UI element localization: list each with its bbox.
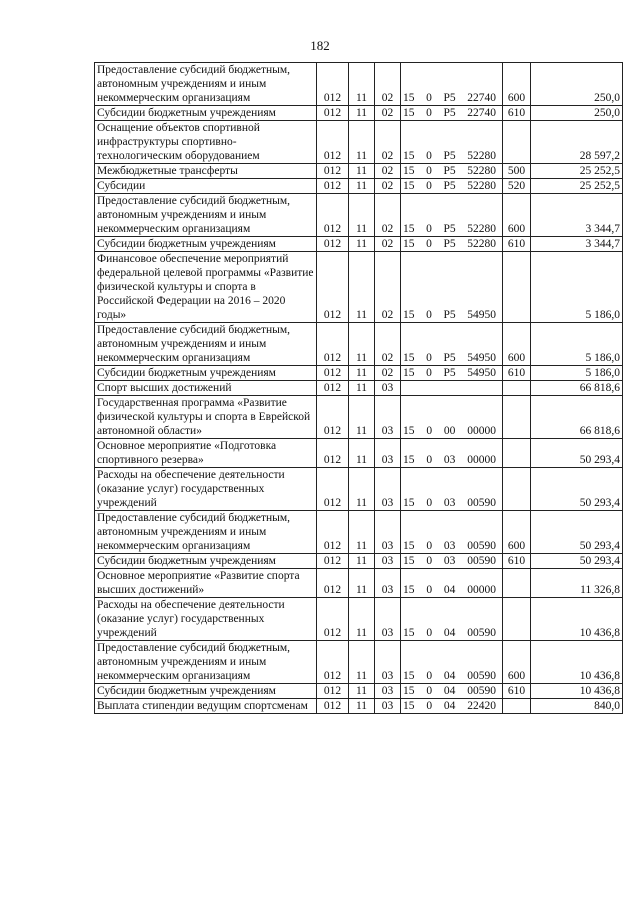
code-activity: P5 xyxy=(443,150,456,162)
row-pr: 03 xyxy=(375,468,401,511)
code-activity: 00 xyxy=(443,425,456,437)
row-pr: 02 xyxy=(375,252,401,323)
code-direction: 52280 xyxy=(467,165,496,177)
row-vr: 610 xyxy=(503,366,531,381)
row-sum: 5 186,0 xyxy=(531,252,623,323)
row-sum: 250,0 xyxy=(531,106,623,121)
code-program: 15 xyxy=(403,700,415,712)
row-vr xyxy=(503,468,531,511)
code-activity: P5 xyxy=(443,309,456,321)
row-pr: 03 xyxy=(375,569,401,598)
code-direction: 00000 xyxy=(467,584,496,596)
code-activity: 03 xyxy=(443,540,456,552)
code-direction: 52280 xyxy=(467,223,496,235)
row-vr: 610 xyxy=(503,684,531,699)
row-target-code xyxy=(401,554,503,569)
code-direction: 54950 xyxy=(467,367,496,379)
row-rz: 11 xyxy=(349,554,375,569)
row-target-code xyxy=(401,194,503,237)
row-sum: 840,0 xyxy=(531,699,623,714)
table-row xyxy=(95,121,623,164)
table-row xyxy=(95,569,623,598)
row-gr: 012 xyxy=(317,323,349,366)
row-sum: 66 818,6 xyxy=(531,396,623,439)
row-name: Оснащение объектов спортивной инфраструктуры спортивно-технологическим оборудованием xyxy=(95,121,317,164)
code-direction: 00590 xyxy=(467,685,496,697)
code-subprogram: 0 xyxy=(426,180,432,192)
code-direction: 54950 xyxy=(467,352,496,364)
row-sum: 250,0 xyxy=(531,63,623,106)
row-name: Основное мероприятие «Развитие спорта высших достижений» xyxy=(95,569,317,598)
code-program: 15 xyxy=(403,309,415,321)
row-pr: 03 xyxy=(375,439,401,468)
row-sum: 3 344,7 xyxy=(531,237,623,252)
row-name: Предоставление субсидий бюджетным, автономным учреждениям и иным некоммерческим организациям xyxy=(95,194,317,237)
row-target-code xyxy=(401,179,503,194)
row-sum: 50 293,4 xyxy=(531,511,623,554)
row-gr: 012 xyxy=(317,511,349,554)
code-program: 15 xyxy=(403,238,415,250)
code-subprogram: 0 xyxy=(426,367,432,379)
row-pr: 02 xyxy=(375,194,401,237)
row-name: Субсидии бюджетным учреждениям xyxy=(95,366,317,381)
row-name: Расходы на обеспечение деятельности (оказание услуг) государственных учреждений xyxy=(95,598,317,641)
row-rz: 11 xyxy=(349,164,375,179)
row-pr: 03 xyxy=(375,381,401,396)
table-row xyxy=(95,237,623,252)
row-rz: 11 xyxy=(349,468,375,511)
code-subprogram: 0 xyxy=(426,454,433,466)
row-target-code xyxy=(401,381,503,396)
row-target-code xyxy=(401,106,503,121)
row-gr: 012 xyxy=(317,164,349,179)
code-subprogram: 0 xyxy=(426,685,433,697)
row-name: Субсидии xyxy=(95,179,317,194)
code-subprogram: 0 xyxy=(426,238,432,250)
row-name: Государственная программа «Развитие физической культуры и спорта в Еврейской автономной области» xyxy=(95,396,317,439)
code-direction: 00000 xyxy=(467,454,496,466)
row-vr: 610 xyxy=(503,106,531,121)
row-rz: 11 xyxy=(349,121,375,164)
row-target-code xyxy=(401,684,503,699)
row-rz: 11 xyxy=(349,63,375,106)
code-program: 15 xyxy=(403,165,415,177)
row-gr: 012 xyxy=(317,684,349,699)
row-rz: 11 xyxy=(349,684,375,699)
row-vr xyxy=(503,396,531,439)
row-target-code xyxy=(401,121,503,164)
table-row xyxy=(95,194,623,237)
code-direction: 52280 xyxy=(467,238,496,250)
row-target-code xyxy=(401,511,503,554)
code-activity: 03 xyxy=(443,497,456,509)
row-vr: 520 xyxy=(503,179,531,194)
table-row xyxy=(95,641,623,684)
row-name: Выплата стипендии ведущим спортсменам xyxy=(95,699,317,714)
row-target-code xyxy=(401,237,503,252)
row-name: Субсидии бюджетным учреждениям xyxy=(95,554,317,569)
row-gr: 012 xyxy=(317,569,349,598)
code-program: 15 xyxy=(403,497,415,509)
table-row xyxy=(95,323,623,366)
row-vr xyxy=(503,252,531,323)
code-direction: 00590 xyxy=(467,540,496,552)
row-pr: 03 xyxy=(375,396,401,439)
row-pr: 02 xyxy=(375,106,401,121)
row-rz: 11 xyxy=(349,598,375,641)
row-vr xyxy=(503,598,531,641)
code-program: 15 xyxy=(403,540,415,552)
row-sum: 50 293,4 xyxy=(531,439,623,468)
row-pr: 02 xyxy=(375,121,401,164)
row-pr: 03 xyxy=(375,554,401,569)
table-row xyxy=(95,699,623,714)
row-sum: 11 326,8 xyxy=(531,569,623,598)
row-gr: 012 xyxy=(317,366,349,381)
row-sum: 10 436,8 xyxy=(531,598,623,641)
code-subprogram: 0 xyxy=(426,627,433,639)
table-row xyxy=(95,366,623,381)
row-vr: 600 xyxy=(503,63,531,106)
row-sum: 3 344,7 xyxy=(531,194,623,237)
code-program: 15 xyxy=(403,584,415,596)
row-rz: 11 xyxy=(349,569,375,598)
code-subprogram: 0 xyxy=(426,670,433,682)
row-pr: 03 xyxy=(375,699,401,714)
row-name: Предоставление субсидий бюджетным, автономным учреждениям и иным некоммерческим организациям xyxy=(95,511,317,554)
row-gr: 012 xyxy=(317,439,349,468)
row-pr: 02 xyxy=(375,237,401,252)
row-vr: 500 xyxy=(503,164,531,179)
code-activity: 04 xyxy=(443,700,456,712)
row-gr: 012 xyxy=(317,641,349,684)
table-row xyxy=(95,396,623,439)
row-sum: 25 252,5 xyxy=(531,164,623,179)
row-vr xyxy=(503,121,531,164)
table-row xyxy=(95,252,623,323)
code-direction: 22740 xyxy=(467,92,496,104)
row-pr: 03 xyxy=(375,641,401,684)
row-target-code xyxy=(401,396,503,439)
row-vr: 600 xyxy=(503,511,531,554)
row-name: Субсидии бюджетным учреждениям xyxy=(95,237,317,252)
row-vr xyxy=(503,699,531,714)
code-subprogram: 0 xyxy=(426,150,432,162)
table-row xyxy=(95,511,623,554)
code-activity: 04 xyxy=(443,685,456,697)
row-gr: 012 xyxy=(317,699,349,714)
row-pr: 03 xyxy=(375,684,401,699)
code-activity: 03 xyxy=(443,555,456,567)
row-pr: 02 xyxy=(375,366,401,381)
row-pr: 02 xyxy=(375,63,401,106)
row-target-code xyxy=(401,699,503,714)
code-subprogram: 0 xyxy=(426,425,433,437)
table-row xyxy=(95,106,623,121)
table-row xyxy=(95,684,623,699)
row-sum: 5 186,0 xyxy=(531,366,623,381)
code-subprogram: 0 xyxy=(426,584,433,596)
row-rz: 11 xyxy=(349,179,375,194)
code-direction: 52280 xyxy=(467,180,496,192)
row-sum: 50 293,4 xyxy=(531,554,623,569)
code-activity: 04 xyxy=(443,584,456,596)
row-pr: 03 xyxy=(375,511,401,554)
row-gr: 012 xyxy=(317,237,349,252)
row-name: Предоставление субсидий бюджетным, автономным учреждениям и иным некоммерческим организациям xyxy=(95,323,317,366)
code-activity: P5 xyxy=(443,92,456,104)
code-activity: P5 xyxy=(443,352,456,364)
row-rz: 11 xyxy=(349,366,375,381)
code-program: 15 xyxy=(403,454,415,466)
code-activity: P5 xyxy=(443,107,456,119)
row-sum: 50 293,4 xyxy=(531,468,623,511)
code-program: 15 xyxy=(403,107,415,119)
row-target-code xyxy=(401,641,503,684)
row-gr: 012 xyxy=(317,121,349,164)
row-gr: 012 xyxy=(317,179,349,194)
code-subprogram: 0 xyxy=(426,497,433,509)
code-activity: P5 xyxy=(443,180,456,192)
row-rz: 11 xyxy=(349,106,375,121)
row-vr xyxy=(503,569,531,598)
code-direction: 52280 xyxy=(467,150,496,162)
row-name: Субсидии бюджетным учреждениям xyxy=(95,684,317,699)
code-program: 15 xyxy=(403,555,415,567)
row-target-code xyxy=(401,252,503,323)
row-rz: 11 xyxy=(349,252,375,323)
table-row xyxy=(95,63,623,106)
row-rz: 11 xyxy=(349,641,375,684)
table-row xyxy=(95,179,623,194)
code-program: 15 xyxy=(403,223,415,235)
code-activity: P5 xyxy=(443,367,456,379)
row-name: Предоставление субсидий бюджетным, автономным учреждениям и иным некоммерческим организациям xyxy=(95,641,317,684)
code-subprogram: 0 xyxy=(426,555,433,567)
row-rz: 11 xyxy=(349,511,375,554)
budget-table xyxy=(94,62,623,714)
row-rz: 11 xyxy=(349,194,375,237)
code-direction: 00590 xyxy=(467,627,496,639)
row-target-code xyxy=(401,439,503,468)
row-target-code xyxy=(401,598,503,641)
page-number: 182 xyxy=(310,38,330,53)
row-gr: 012 xyxy=(317,468,349,511)
code-subprogram: 0 xyxy=(426,309,432,321)
table-row xyxy=(95,598,623,641)
table-row xyxy=(95,468,623,511)
table-row xyxy=(95,164,623,179)
table-row xyxy=(95,554,623,569)
row-target-code xyxy=(401,164,503,179)
code-program: 15 xyxy=(403,92,415,104)
code-subprogram: 0 xyxy=(426,352,432,364)
code-direction: 22420 xyxy=(467,700,496,712)
row-vr xyxy=(503,381,531,396)
row-name: Расходы на обеспечение деятельности (оказание услуг) государственных учреждений xyxy=(95,468,317,511)
row-vr: 610 xyxy=(503,554,531,569)
code-direction: 00590 xyxy=(467,497,496,509)
row-gr: 012 xyxy=(317,194,349,237)
code-direction: 54950 xyxy=(467,309,496,321)
row-name: Субсидии бюджетным учреждениям xyxy=(95,106,317,121)
code-activity: 04 xyxy=(443,627,456,639)
code-activity: P5 xyxy=(443,223,456,235)
code-program: 15 xyxy=(403,367,415,379)
code-program: 15 xyxy=(403,180,415,192)
row-target-code xyxy=(401,323,503,366)
code-program: 15 xyxy=(403,685,415,697)
row-vr: 600 xyxy=(503,194,531,237)
row-name: Финансовое обеспечение мероприятий федеральной целевой программы «Развитие физической культуры и спорта в Российской Федерации на 2016 – 2020 годы» xyxy=(95,252,317,323)
row-gr: 012 xyxy=(317,252,349,323)
row-sum: 28 597,2 xyxy=(531,121,623,164)
row-sum: 25 252,5 xyxy=(531,179,623,194)
code-subprogram: 0 xyxy=(426,540,433,552)
code-program: 15 xyxy=(403,425,415,437)
row-sum: 10 436,8 xyxy=(531,684,623,699)
row-rz: 11 xyxy=(349,439,375,468)
code-activity: 03 xyxy=(443,454,456,466)
row-rz: 11 xyxy=(349,396,375,439)
code-subprogram: 0 xyxy=(426,700,433,712)
code-activity: P5 xyxy=(443,238,456,250)
row-gr: 012 xyxy=(317,63,349,106)
row-vr: 610 xyxy=(503,237,531,252)
row-vr: 600 xyxy=(503,323,531,366)
row-name: Предоставление субсидий бюджетным, автономным учреждениям и иным некоммерческим организациям xyxy=(95,63,317,106)
table-row xyxy=(95,439,623,468)
row-target-code xyxy=(401,569,503,598)
row-name: Основное мероприятие «Подготовка спортивного резерва» xyxy=(95,439,317,468)
row-target-code xyxy=(401,63,503,106)
row-pr: 02 xyxy=(375,164,401,179)
row-vr: 600 xyxy=(503,641,531,684)
row-sum: 66 818,6 xyxy=(531,381,623,396)
row-rz: 11 xyxy=(349,237,375,252)
row-gr: 012 xyxy=(317,381,349,396)
row-pr: 03 xyxy=(375,598,401,641)
row-rz: 11 xyxy=(349,699,375,714)
row-rz: 11 xyxy=(349,323,375,366)
code-subprogram: 0 xyxy=(426,107,432,119)
code-direction: 00000 xyxy=(467,425,496,437)
table-row xyxy=(95,381,623,396)
code-subprogram: 0 xyxy=(426,165,432,177)
code-direction: 22740 xyxy=(467,107,496,119)
code-program: 15 xyxy=(403,627,415,639)
row-pr: 02 xyxy=(375,323,401,366)
row-gr: 012 xyxy=(317,106,349,121)
code-activity: P5 xyxy=(443,165,456,177)
code-direction: 00590 xyxy=(467,670,496,682)
row-target-code xyxy=(401,366,503,381)
code-subprogram: 0 xyxy=(426,223,432,235)
code-program: 15 xyxy=(403,670,415,682)
row-rz: 11 xyxy=(349,381,375,396)
row-sum: 5 186,0 xyxy=(531,323,623,366)
row-sum: 10 436,8 xyxy=(531,641,623,684)
row-vr xyxy=(503,439,531,468)
code-activity: 04 xyxy=(443,670,456,682)
code-direction: 00590 xyxy=(467,555,496,567)
code-subprogram: 0 xyxy=(426,92,432,104)
code-program: 15 xyxy=(403,150,415,162)
row-name: Межбюджетные трансферты xyxy=(95,164,317,179)
row-target-code xyxy=(401,468,503,511)
row-gr: 012 xyxy=(317,554,349,569)
row-gr: 012 xyxy=(317,396,349,439)
row-pr: 02 xyxy=(375,179,401,194)
row-gr: 012 xyxy=(317,598,349,641)
row-name: Спорт высших достижений xyxy=(95,381,317,396)
code-program: 15 xyxy=(403,352,415,364)
